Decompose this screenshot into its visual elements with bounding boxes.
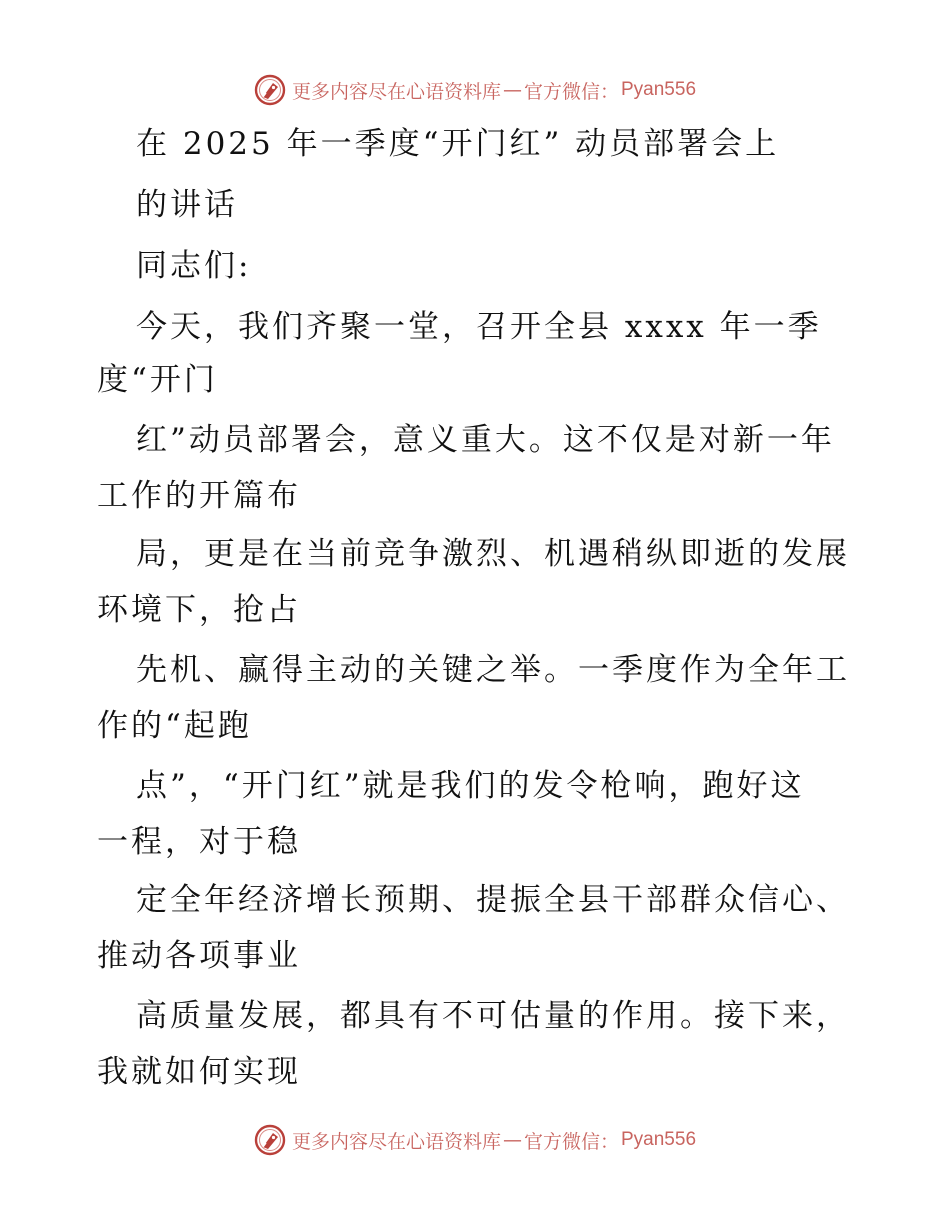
body-line: 推动各项事业 <box>97 938 301 974</box>
banner-dash: — <box>502 1129 522 1151</box>
banner-contact-label: 官方微信： <box>523 1130 619 1153</box>
body-line: 一程，对于稳 <box>97 824 301 860</box>
banner-contact-id: Pyan556 <box>621 1129 697 1150</box>
footer-banner <box>0 1120 950 1160</box>
body-line: 度“开门 <box>97 362 218 398</box>
body-line: 红”动员部署会，意义重大。这不仅是对新一年 <box>136 422 835 458</box>
banner-dash: — <box>502 79 522 101</box>
body-line: 环境下，抢占 <box>97 592 301 628</box>
document-title-line-2: 的讲话 <box>136 187 238 223</box>
salutation: 同志们: <box>136 248 252 284</box>
body-line: 今天，我们齐聚一堂，召开全县 xxxx 年一季 <box>136 309 822 345</box>
banner-contact-label: 官方微信： <box>523 80 619 103</box>
body-line: 点”，“开门红”就是我们的发令枪响，跑好这 <box>136 768 805 804</box>
body-line: 高质量发展，都具有不可估量的作用。接下来， <box>136 998 850 1034</box>
body-line: 先机、赢得主动的关键之举。一季度作为全年工 <box>136 652 850 688</box>
body-line: 作的“起跑 <box>97 708 252 744</box>
banner-brand-text: 更多内容尽在心语资料库 <box>291 1130 501 1153</box>
pen-nib-logo-icon <box>254 1124 286 1156</box>
body-line: 我就如何实现 <box>97 1054 301 1090</box>
banner-brand-text: 更多内容尽在心语资料库 <box>291 80 501 103</box>
body-line: 工作的开篇布 <box>97 478 301 514</box>
document-title-line-1: 在 2025 年一季度“开门红” 动员部署会上 <box>136 126 780 162</box>
pen-nib-logo-icon <box>254 74 286 106</box>
banner-contact-id: Pyan556 <box>621 79 697 100</box>
body-line: 局，更是在当前竞争激烈、机遇稍纵即逝的发展 <box>136 536 850 572</box>
header-banner <box>0 70 950 110</box>
body-line: 定全年经济增长预期、提振全县干部群众信心、 <box>136 882 850 918</box>
